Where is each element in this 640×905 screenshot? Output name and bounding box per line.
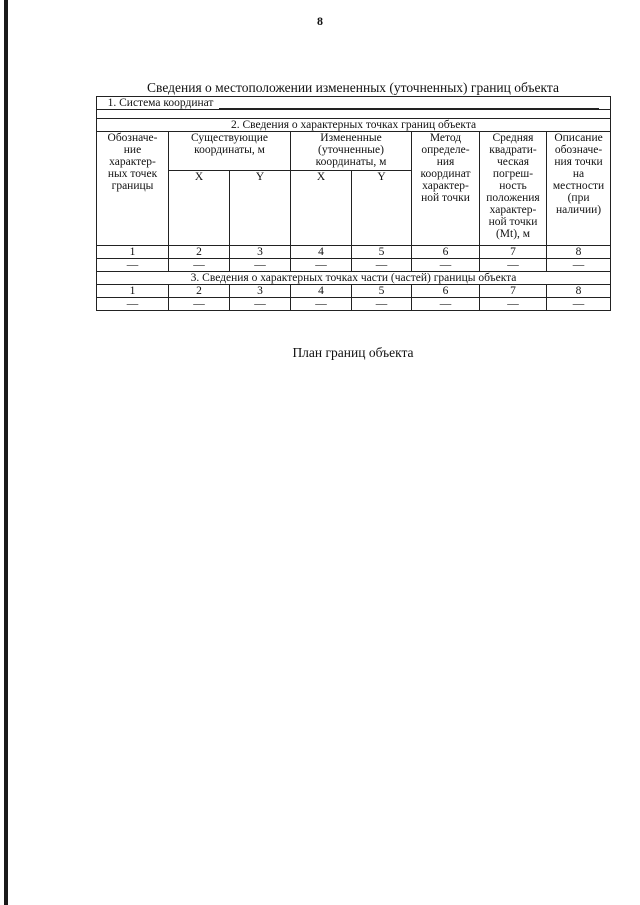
empty-cell-dash: — <box>480 259 547 272</box>
col-number: 6 <box>412 285 480 298</box>
empty-cell-dash: — <box>97 259 169 272</box>
empty-cell-dash: — <box>547 298 611 311</box>
col-number: 5 <box>352 285 412 298</box>
header-description <box>547 132 611 246</box>
col-number: 4 <box>291 246 352 259</box>
empty-cell-dash: — <box>291 298 352 311</box>
header-changed-coords <box>291 132 412 171</box>
col-number: 1 <box>97 285 169 298</box>
col-number: 7 <box>480 246 547 259</box>
boundary-table <box>96 96 611 311</box>
empty-cell-dash: — <box>230 259 291 272</box>
header-existing-text: Существующие координаты, м <box>190 132 268 156</box>
header-x-existing: X <box>169 171 230 246</box>
col-number: 8 <box>547 285 611 298</box>
header-mse <box>480 132 547 246</box>
col-number: 5 <box>352 246 412 259</box>
col-number: 6 <box>412 246 480 259</box>
empty-cell-dash: — <box>352 298 412 311</box>
section-points-label: 2. Сведения о характерных точках границ объекта <box>97 119 611 132</box>
header-changed-text: Измененные (уточненные) координаты, м <box>315 132 387 168</box>
header-designation <box>97 132 169 246</box>
empty-cell-dash: — <box>230 298 291 311</box>
spacer-row <box>97 110 611 119</box>
col-number: 2 <box>169 246 230 259</box>
header-mse-text: Средняя квадрати- ческая погреш- ность положения характер- ной точки (Mt), м <box>486 132 540 240</box>
section-1-label: 1. Система координат <box>107 97 214 109</box>
col-number: 3 <box>230 246 291 259</box>
section-part-points-label: 3. Сведения о характерных точках части (частей) границы объекта <box>97 272 611 285</box>
col-number: 1 <box>97 246 169 259</box>
empty-cell-dash: — <box>480 298 547 311</box>
binding-edge <box>4 0 8 905</box>
col-number: 8 <box>547 246 611 259</box>
plan-title: План границ объекта <box>292 345 414 360</box>
header-designation-text: Обозначе- ние характер- ных точек границы <box>107 132 158 192</box>
col-number: 4 <box>291 285 352 298</box>
col-number: 7 <box>480 285 547 298</box>
header-x-changed: X <box>291 171 352 246</box>
header-y-existing: Y <box>230 171 291 246</box>
col-number: 3 <box>230 285 291 298</box>
coordinate-system-blank <box>219 98 599 109</box>
section-coordinate-system <box>97 97 611 110</box>
empty-cell-dash: — <box>169 259 230 272</box>
header-method-text: Метод определе- ния координат характер- ной точки <box>420 132 471 204</box>
col-number: 2 <box>169 285 230 298</box>
section-3-number-row <box>97 285 611 298</box>
empty-cell-dash: — <box>291 259 352 272</box>
empty-cell-dash: — <box>412 259 480 272</box>
section-2-dash-row <box>97 259 611 272</box>
header-description-text: Описание обозначе- ния точки на местности (при наличии) <box>552 132 605 216</box>
header-existing-coords <box>169 132 291 171</box>
empty-cell-dash: — <box>547 259 611 272</box>
empty-cell-dash: — <box>169 298 230 311</box>
header-method <box>412 132 480 246</box>
document-title: Сведения о местоположении измененных (уточненных) границ объекта <box>147 80 559 95</box>
empty-cell-dash: — <box>412 298 480 311</box>
section-2-number-row <box>97 246 611 259</box>
empty-cell-dash: — <box>97 298 169 311</box>
empty-cell-dash: — <box>352 259 412 272</box>
header-y-changed: Y <box>352 171 412 246</box>
section-3-dash-row <box>97 298 611 311</box>
page-number: 8 <box>317 14 323 28</box>
